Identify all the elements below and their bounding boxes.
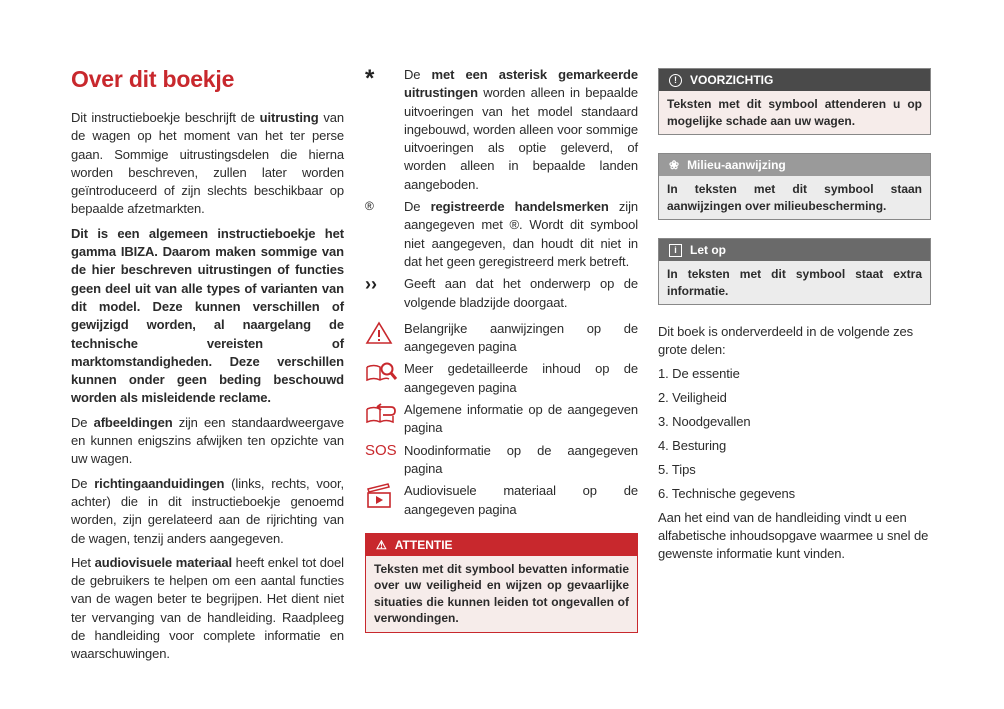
continue-text: Geeft aan dat het onderwerp op de volgende bladzijde doorgaat. xyxy=(404,276,638,310)
bold-term: afbeeldingen xyxy=(93,414,173,430)
registered-icon: ® xyxy=(365,199,374,214)
general-row xyxy=(365,401,638,438)
caution-header xyxy=(659,69,930,91)
text: heeft enkel tot doel de gebruikers te helpen om een aantal functies van de wagen beter te begrijpen. Het dient niet ter vervanging van de handleiding. Raadpleeg de handleiding voor complete informatie en waarschuwingen. xyxy=(71,554,344,662)
audiovisual-paragraph xyxy=(71,554,344,664)
text: zijn aangegeven met ®. Wordt dit symbool niet aangegeven, dan houdt dit niet in dat het geen geregistreerd merk betreft. xyxy=(404,199,638,269)
note-title: Let op xyxy=(690,243,726,257)
page-title: Over dit boekje xyxy=(71,66,235,92)
environment-box xyxy=(658,153,931,220)
text: Dit instructieboekje beschrijft de xyxy=(71,110,260,125)
exclamation-circle-icon: ! xyxy=(669,74,682,87)
environment-title: Milieu-aanwijzing xyxy=(687,158,786,172)
caution-body: Teksten met dit symbool attenderen u op mogelijke schade aan uw wagen. xyxy=(659,91,930,134)
continue-row xyxy=(365,275,638,312)
parts-outro: Aan het eind van de handleiding vindt u een alfabetische inhoudsopgave waarmee u snel de gewenste informatie kunt vinden. xyxy=(658,510,929,561)
flower-icon: ❀ xyxy=(669,158,680,172)
text: Het xyxy=(71,554,95,570)
part-item: 2. Veiligheid xyxy=(658,390,727,405)
warning-triangle-icon: ⚠ xyxy=(376,537,387,552)
book-return-icon xyxy=(365,401,404,438)
clapperboard-icon xyxy=(365,482,404,519)
double-chevron-icon: ›› xyxy=(365,274,377,295)
part-item: 6. Technische gegevens xyxy=(658,486,796,501)
gamma-paragraph xyxy=(71,225,344,408)
warning-text: Belangrijke aanwijzingen op de aangegeven pagina xyxy=(404,320,638,355)
bold-term: richtingaanduidingen xyxy=(94,475,225,491)
sos-icon: SOS xyxy=(365,441,397,459)
warning-row xyxy=(365,320,638,357)
detail-text: Meer gedetailleerde inhoud op de aangegeven pagina xyxy=(404,361,638,395)
environment-body: In teksten met dit symbool staan aanwijzingen over milieubescherming. xyxy=(659,176,930,219)
contents-overview xyxy=(658,323,931,563)
part-item: 3. Noodgevallen xyxy=(658,414,751,429)
book-search-icon xyxy=(365,360,404,397)
text: (links, rechts, voor, achter) die in dit instructieboekje genoemd worden, zijn gerelateerd aan de rijrichting van de wagen, tenzij anders aangegeven. xyxy=(71,475,345,546)
attention-title: ATTENTIE xyxy=(394,537,453,552)
asterisk-text xyxy=(404,66,638,194)
middle-column xyxy=(365,66,638,633)
note-header xyxy=(659,239,930,261)
info-icon: i xyxy=(669,244,682,257)
part-item: 5. Tips xyxy=(658,462,696,477)
attention-body: Teksten met dit symbool bevatten informatie over uw veiligheid en wijzen op gevaarlijke situaties die kunnen leiden tot ongevallen of verwondingen. xyxy=(366,556,637,632)
asterisk-row xyxy=(365,66,638,194)
text: van de wagen op het moment van het ter perse gaan. Sommige uitrustingsdelen die hierna worden beschreven, zullen later worden geïntroduceerd of zijn slechts beschikbaar op bepaalde afzetmarkten. xyxy=(71,110,344,217)
note-box xyxy=(658,238,931,305)
parts-intro: Dit boek is onderverdeeld in de volgende zes grote delen: xyxy=(658,324,914,357)
part-item: 1. De essentie xyxy=(658,366,740,381)
right-column xyxy=(658,68,931,569)
registered-text xyxy=(404,198,638,271)
bold-term: met een asterisk gemarkeerde uitrustingen xyxy=(404,67,638,101)
sos-text: Noodinformatie op de aangegeven pagina xyxy=(404,442,638,476)
directions-paragraph xyxy=(71,475,344,548)
left-column xyxy=(71,66,344,670)
caution-title: VOORZICHTIG xyxy=(690,73,774,87)
video-text: Audiovisuele materiaal op de aangegeven pagina xyxy=(404,483,638,517)
part-item: 4. Besturing xyxy=(658,438,727,453)
general-text: Algemene informatie op de aangegeven pagina xyxy=(404,402,638,436)
text: worden alleen in bepaalde uitvoeringen van het model standaard ingebouwd, worden alleen voor sommige uitvoeringen als optie geleverd, of worden alleen in bepaalde landen aangeboden. xyxy=(404,85,638,192)
detail-row xyxy=(365,360,638,397)
text: De xyxy=(71,475,95,491)
images-paragraph xyxy=(71,414,344,469)
bold-term: registreerde handelsmerken xyxy=(430,199,609,215)
text: De xyxy=(71,414,94,430)
environment-header xyxy=(659,154,930,176)
text: De xyxy=(404,67,432,82)
text: De xyxy=(404,199,431,215)
sos-row xyxy=(365,442,638,479)
asterisk-icon: * xyxy=(365,65,375,92)
registered-row xyxy=(365,198,638,271)
bold-term: uitrusting xyxy=(259,110,319,125)
text: zijn een standaardweergave en kunnen enigszins afwijken ten opzichte van uw wagen. xyxy=(71,414,344,467)
bold-term: audiovisuele materiaal xyxy=(94,554,232,570)
intro-paragraph xyxy=(71,109,344,219)
note-body: In teksten met dit symbool staat extra informatie. xyxy=(659,261,930,304)
video-row xyxy=(365,482,638,519)
warning-triangle-icon xyxy=(365,320,404,357)
bold-text: Dit is een algemeen instructieboekje het gamma IBIZA. Daarom maken sommige van de hier beschreven uitrustingen of functies geen deel uit van alle types of varianten van dit model. Deze kunnen verschillen of gewijzigd worden, al naargelang de technische vereisten of marktomstandigheden. Deze verschillen kunnen onder geen beding beschouwd worden als misleidende reclame. xyxy=(71,225,344,406)
caution-box xyxy=(658,68,931,135)
attention-box xyxy=(365,533,638,633)
attention-header xyxy=(366,534,637,556)
